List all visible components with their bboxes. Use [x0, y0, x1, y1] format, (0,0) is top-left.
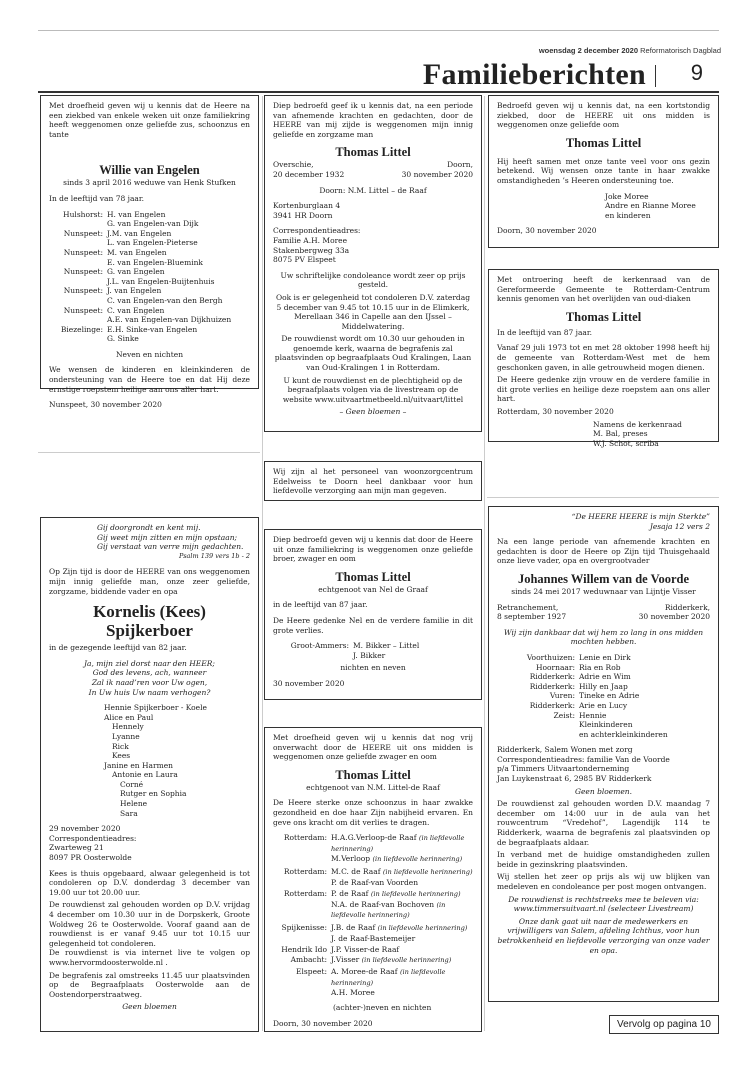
memorial-note: (in liefdevolle herinnering): [370, 890, 461, 899]
family-member: Kees: [112, 751, 131, 761]
member-name: J.P. Visser-de Raaf: [331, 945, 400, 955]
residence-line: Ridderkerk, Salem Wonen met zorg: [497, 745, 633, 755]
family-member: G. Sinke: [107, 334, 139, 344]
family-member: J.L. van Engelen-Buijtenhuis: [107, 276, 215, 286]
family-names: [331, 967, 473, 998]
bible-reference: Jesaja 12 vers 2: [649, 521, 710, 531]
family-member: [331, 900, 473, 921]
family-member: [331, 945, 473, 955]
family-names: [331, 923, 473, 943]
circumstances-text: In verband met de huidige omstandigheden zullen beide in gezinskring plaatsvinden.: [497, 850, 710, 869]
family-place: Vuren:: [549, 691, 575, 701]
family-member: en achterkleinkinderen: [579, 729, 668, 739]
deceased-name: Willie van Engelen: [99, 163, 200, 178]
family-names: [579, 711, 710, 721]
correspondence-line: p/a Timmers Uitvaartonderneming: [497, 764, 630, 774]
family-place: Ridderkerk:: [529, 700, 575, 710]
family-member: [331, 867, 473, 878]
family-member: E. van Engelen-Bluemink: [107, 257, 203, 267]
address-line: Kortenburglaan 4: [273, 201, 341, 211]
notice-intro: Diep bedroefd geven wij u kennis dat door de Heere uit onze familiekring is weggenomen onze geliefde broer, zwager en oom: [273, 535, 473, 564]
deceased-name: Thomas Littel: [565, 309, 642, 324]
family-place: Nunspeet:: [63, 247, 103, 257]
family-place: [497, 720, 579, 739]
no-flowers: Geen bloemen.: [574, 786, 632, 796]
service-info: De rouwdienst wordt om 10.30 uur gehouden in genoemde kerk, waarna de begrafenis zal plaatsvinden op begraafplaats Oud Kralingen, Laan van Oud-Kralingen 1 in Rotterdam.: [274, 334, 472, 373]
family-member: [331, 988, 473, 998]
family-group: [497, 663, 710, 673]
family-names: [579, 691, 710, 701]
family-member: Sara: [120, 808, 138, 818]
issue-date: woensdag 2 december 2020: [538, 46, 639, 55]
member-name: P. de Raaf-van Voorden: [331, 877, 419, 887]
family-member: Rick: [112, 741, 129, 751]
notice-thomas-littel-sister: [264, 529, 482, 700]
member-name: J. de Raaf-Bastemeijer: [331, 933, 416, 943]
family-place: Biezelinge:: [60, 324, 103, 334]
psalm-line: Gij verstaat van verre mijn gedachten.: [97, 542, 244, 552]
title-divider: [655, 65, 656, 87]
signatory: M. Bal, preses: [593, 429, 648, 439]
family-member: J. van Engelen: [107, 286, 162, 296]
family-names: [107, 325, 250, 344]
family-list: [49, 210, 250, 344]
service-text: Vanaf 29 juli 1973 tot en met 28 oktober 1998 heeft hij de gemeente van Rotterdam-West met de hem geschonken gaven, in alle getrouwheid mogen dienen.: [497, 343, 710, 372]
family-list: [497, 653, 710, 739]
family-place: Rotterdam:: [283, 866, 327, 876]
top-rule: [38, 30, 719, 31]
birth-death-dates: [273, 160, 473, 179]
row-divider: [487, 497, 719, 498]
family-names: [107, 286, 250, 305]
notice-subtitle: echtgenoot van N.M. Littel-de Raaf: [306, 782, 440, 792]
notice-date: 30 november 2020: [273, 678, 345, 688]
family-list: [273, 833, 473, 998]
birth-place: Retranchement,: [497, 602, 559, 612]
family-member: [331, 854, 473, 865]
psalm-reference: Psalm 139 vers 1b - 2: [179, 551, 250, 560]
family-place: Nunspeet:: [63, 228, 103, 238]
family-place: Rotterdam:: [283, 889, 327, 899]
family-member: Hennie: [579, 710, 607, 720]
family-names: [579, 720, 710, 739]
family-member: A.E. van Engelen-van Dijkhuizen: [107, 315, 232, 325]
member-name: M.Verloop: [331, 854, 371, 864]
family-names: [579, 701, 710, 711]
member-name: P. de Raaf: [331, 889, 369, 899]
member-name: N.A. de Raaf-van Bochoven: [331, 899, 435, 909]
psalm-quote: [49, 523, 250, 552]
notice-intro: Op Zijn tijd is door de HEERE van ons weggenomen mijn innig geliefde man, onze zeer geliefde, zorgzame, biddende vader en opa: [49, 567, 250, 596]
row-divider: [38, 452, 260, 453]
place-date: Doorn, 30 november 2020: [497, 226, 597, 236]
family-group: [497, 682, 710, 692]
family-names: [107, 267, 250, 286]
deceased-name: Thomas Littel: [565, 135, 642, 150]
birth-date: 20 december 1932: [273, 169, 345, 179]
family-member: Lenie en Dirk: [579, 652, 631, 662]
family-place: Nunspeet:: [63, 305, 103, 315]
family-member: Lyanne: [112, 731, 140, 741]
thanks-text: Onze dank gaat uit naar de medewerkers en vrijwilligers van Salem, afdeling Ichthus, voor hun betrokkenheid en liefdevolle verzorging van onze vader en opa.: [497, 916, 710, 955]
burial-info: De begrafenis zal omstreeks 11.45 uur plaatsvinden op de Begraafplaats Oosterwolde aan de Oostendorperstraatweg.: [49, 970, 250, 999]
family-member: Arie en Lucy: [579, 700, 628, 710]
family-group: [497, 653, 710, 663]
age-line: in de leeftijd van 87 jaar.: [273, 600, 368, 610]
family-group: [49, 210, 250, 229]
family-member: [331, 878, 473, 888]
family-group: [273, 967, 473, 998]
family-group: [497, 711, 710, 721]
family-member: E.H. Sinke-van Engelen: [107, 324, 198, 334]
family-names: [107, 210, 250, 229]
family-place: Groot-Ammers:: [290, 641, 349, 651]
family-member: Tineke en Adrie: [579, 691, 640, 701]
nephews-line: nichten en neven: [340, 663, 406, 673]
verse-line: In Uw huis Uw naam verhogen?: [88, 687, 211, 697]
family-member: [331, 934, 473, 944]
correspondence-line: 8097 PR Oosterwolde: [49, 853, 132, 863]
family-member: C. van Engelen: [107, 305, 165, 315]
family-group: [497, 672, 710, 682]
memorial-note: (in liefdevolle herinnering): [331, 834, 465, 853]
family-member: G. van Engelen: [107, 267, 165, 277]
psalm-line: Gij doorgrondt en kent mij.: [97, 523, 201, 532]
address-line: 3941 HR Doorn: [273, 210, 333, 220]
deceased-name: Thomas Littel: [335, 145, 411, 160]
no-flowers: – Geen bloemen –: [339, 407, 407, 417]
notice-thomas-littel-wife: [264, 95, 482, 432]
notice-subtitle: sinds 3 april 2016 weduwe van Henk Stufken: [63, 178, 236, 188]
family-member: Rutger en Sophia: [120, 789, 187, 799]
no-flowers: Geen bloemen: [122, 1002, 177, 1012]
memorial-note: (in liefdevolle herinnering): [372, 855, 463, 864]
family-group: [49, 306, 250, 325]
verse-line: God des levens, ach, wanneer: [92, 668, 207, 678]
family-member: C. van Engelen-van den Bergh: [107, 295, 223, 305]
notice-intro: Met droefheid geven wij u kennis dat nog vrij onverwacht door de HEERE uit ons midden is weggenomen onze geliefde zwager en oom: [273, 733, 473, 762]
age-line: In de leeftijd van 78 jaar.: [49, 193, 145, 203]
member-name: H.A.G.Verloop-de Raaf: [331, 833, 417, 843]
livestream-info: De rouwdienst is rechtstreeks mee te beleven via: www.timmersuitvaart.nl (selecteer Livestream): [508, 894, 699, 914]
member-name: J.B. de Raaf: [331, 922, 376, 932]
family-member: Corné: [120, 779, 144, 789]
notice-johannes-van-de-voorde: [488, 506, 719, 1002]
family-group: [273, 923, 473, 943]
death-place: Doorn,: [447, 160, 473, 170]
service-info: De rouwdienst zal gehouden worden op D.V. vrijdag 4 december om 10.30 uur in de Dorpskerk, Groote Woldweg 26 te Oosterwolde. Vooraf gaand aan de rouwdienst is er vanaf 9.45 uur tot 10.15 uur gelegenheid tot condoleren.: [49, 900, 250, 948]
thanks-text: Wij zijn al het personeel van woonzorgcentrum Edelweiss te Doorn heel dankbaar voor hun liefdevolle verzorging aan mijn man gegeven.: [273, 467, 473, 496]
family-group: [49, 267, 250, 286]
family-group: [49, 286, 250, 305]
death-date: 30 november 2020: [401, 169, 473, 179]
condolence-text: Wij stellen het zeer op prijs als wij uw blijken van medeleven en condoleance per post mogen ontvangen.: [497, 872, 710, 891]
memorial-note: (in liefdevolle herinnering): [331, 900, 446, 920]
memorial-note: (in liefdevolle herinnering): [377, 923, 468, 932]
correspondence-line: Jan Luykenstraat 6, 2985 BV Ridderkerk: [497, 774, 652, 784]
correspondence-line: Stakenbergweg 33a: [273, 245, 350, 255]
memorial-note: (in liefdevolle herinnering): [361, 955, 452, 964]
correspondence-line: Zwarteweg 21: [49, 843, 104, 853]
signatory: Namens de kerkenraad: [593, 419, 682, 429]
family-group: [273, 945, 473, 965]
signatory: Andre en Rianne Moree: [605, 201, 696, 211]
family-member: J.M. van Engelen: [107, 228, 172, 238]
family-place: Nunspeet:: [63, 267, 103, 277]
notice-text: Hij heeft samen met onze tante veel voor ons gezin betekend. Wij wensen onze tante in haar zwakke omstandigheden ’s Heeren ondersteuning toe.: [497, 156, 710, 185]
dateline: [539, 46, 721, 55]
bible-quote: “De HEERE HEERE is mijn Sterkte”: [571, 512, 710, 521]
notice-subtitle: echtgenoot van Nel de Graaf: [318, 584, 428, 594]
family-names: [579, 663, 710, 673]
deceased-name: Kornelis (Kees): [93, 602, 206, 622]
signed-by: Doorn: N.M. Littel – de Raaf: [319, 185, 427, 195]
member-name: J.Visser: [331, 954, 360, 964]
family-member: Hilly en Jaap: [579, 681, 628, 691]
family-names: [107, 248, 250, 267]
correspondence-label: Correspondentieadres:: [49, 833, 137, 843]
family-member: Hennie Spijkerboer - Koele: [104, 703, 207, 713]
family-group: [497, 720, 710, 739]
family-place: Hulshorst:: [63, 209, 103, 219]
family-place: Rotterdam:: [283, 833, 327, 843]
livestream-info: De rouwdienst is via internet live te volgen op www.hervormdoosterwolde.nl .: [49, 948, 250, 967]
family-group: [273, 641, 473, 660]
family-group: [273, 889, 473, 921]
birth-date: 8 september 1927: [497, 612, 567, 622]
hymn-verse: [49, 659, 250, 697]
family-member: [331, 889, 473, 900]
family-member: J. Bikker: [353, 650, 386, 660]
notice-text: De Heere gedenke zijn vrouw en de verdere familie in dit grote verlies en heilige deze roepstem aan ons aller hart.: [497, 375, 710, 404]
family-place: Ridderkerk:: [529, 672, 575, 682]
family-names: [107, 229, 250, 248]
notice-intro: Na een lange periode van afnemende krachten en gedachten is door de Heere op Zijn tijd Thuisgehaald onze lieve vader, opa en overgrootvader: [497, 537, 710, 566]
deceased-surname: Spijkerboer: [106, 621, 193, 641]
member-name: A.H. Moree: [331, 988, 375, 998]
memorial-note: (in liefdevolle herinnering): [331, 968, 446, 987]
notice-intro: Bedroefd geven wij u kennis dat, na een kortstondig ziekbed, door de HEERE uit ons midden is weggenomen onze geliefde oom: [497, 101, 710, 130]
deceased-name: Thomas Littel: [335, 767, 411, 782]
death-date: 30 november 2020: [638, 612, 710, 622]
family-names: [331, 833, 473, 865]
family-place: Zeist:: [553, 710, 575, 720]
signatory: W.J. Schot, scriba: [593, 438, 659, 448]
family-names: [579, 653, 710, 663]
notice-thomas-littel-in-laws: [264, 727, 482, 1032]
notice-thomas-littel-church: [488, 269, 719, 448]
psalm-line: Gij weet mijn zitten en mijn opstaan;: [97, 532, 238, 542]
family-member: [331, 955, 473, 966]
family-member: Kleinkinderen: [579, 720, 633, 730]
member-name: M.C. de Raaf: [331, 866, 381, 876]
family-place: Hoornaar:: [535, 662, 575, 672]
correspondence-line: Familie A.H. Moree: [273, 235, 348, 245]
family-member: Hennely: [112, 722, 144, 732]
family-member: [331, 833, 473, 854]
gratitude-text: Wij zijn dankbaar dat wij hem zo lang in ons midden mochten hebben.: [503, 627, 704, 647]
notice-subtitle: sinds 24 mei 2017 weduwnaar van Lijntje Visser: [511, 586, 696, 596]
family-member: L. van Engelen-Pieterse: [107, 238, 198, 248]
service-info: De rouwdienst zal gehouden worden D.V. maandag 7 december om 14:00 uur in de aula van het rouwcentrum “Vredehof”, Lagendijk 114 te Ridderkerk, waarna de begrafenis zal plaatsvinden op de begraafplaats aldaar.: [497, 799, 710, 847]
memorial-note: (in liefdevolle herinnering): [382, 867, 473, 876]
newspaper-name: Reformatorisch Dagblad: [640, 46, 721, 55]
family-group: [49, 325, 250, 344]
livestream-info: U kunt de rouwdienst en de plechtigheid op de begraafplaats volgen via de livestream op de website www.uitvaartmetbeeld.nl/uitvaart/littel: [282, 375, 464, 404]
family-names: [331, 867, 473, 887]
verse-line: Zal ik naad’ren voor Uw ogen,: [91, 677, 208, 687]
signatories: [497, 420, 710, 449]
birth-death-dates: [497, 603, 710, 622]
family-names: [579, 672, 710, 682]
condolence-info: Ook is er gelegenheid tot condoleren D.V. zaterdag 5 december van 9.45 tot 10.15 uur in de Elimkerk, Merellaan 346 in Capelle aan den IJssel – Middelwatering.: [275, 292, 471, 331]
verse-line: Ja, mijn ziel dorst naar den HEER;: [84, 658, 215, 668]
notice-staff-thanks: [264, 461, 482, 501]
signatory: en kinderen: [605, 210, 651, 220]
family-member: M. van Engelen: [107, 247, 167, 257]
family-member: G. van Engelen-van Dijk: [107, 219, 199, 229]
notice-text: De Heere gedenke Nel en de verdere familie in dit grote verlies.: [273, 615, 473, 635]
notice-kornelis-spijkerboer: [40, 517, 259, 1032]
header-rule: [38, 91, 719, 93]
family-member: Adrie en Wim: [579, 672, 631, 682]
nephews-line: (achter-)neven en nichten: [333, 1003, 432, 1013]
family-member: Helene: [120, 799, 148, 809]
notice-text: De Heere sterke onze schoonzus in haar zwakke gezondheid en doe haar Zijn nabijheid ervaren. En geve ons kracht om dit verlies te dragen.: [273, 798, 473, 827]
family-names: [107, 306, 250, 325]
deceased-name: Johannes Willem van de Voorde: [517, 571, 690, 586]
family-group: [273, 867, 473, 887]
family-names: [331, 889, 473, 921]
condolence-info: Kees is thuis opgebaard, alwaar gelegenheid is tot condoleren op D.V. donderdag 3 december van 19.00 uur tot 20.00 uur.: [49, 868, 250, 897]
notice-willie-van-engelen: [40, 95, 259, 410]
family-place: Hendrik Ido Ambacht:: [281, 945, 327, 964]
column-divider: [484, 96, 485, 1031]
notice-intro: Diep bedroefd geef ik u kennis dat, na een periode van afnemende krachten en gedachten, door de HEERE van mij zijde is weggenomen mijn innig geliefde en zorgzame man: [273, 101, 473, 139]
notice-intro: Met ontroering heeft de kerkenraad van de Gereformeerde Gemeente te Rotterdam-Centrum kennis genomen van het overlijden van oud-diaken: [497, 275, 710, 304]
closing-text: We wensen de kinderen en kleinkinderen de ondersteuning van de Heere toe en dat Hij deze ernstige roepstem heilige aan ons aller hart.: [49, 365, 250, 394]
correspondence-line: Correspondentieadres: familie Van de Voorde: [497, 754, 670, 764]
continued-on-page[interactable]: Vervolg op pagina 10: [609, 1015, 719, 1034]
place-date: Rotterdam, 30 november 2020: [497, 406, 614, 416]
family-place: Ridderkerk:: [529, 681, 575, 691]
family-group: [49, 248, 250, 267]
death-place: Ridderkerk,: [664, 602, 710, 612]
family-place: Elspeet:: [296, 967, 327, 977]
family-member: Janine en Harmen: [104, 760, 173, 770]
family-group: [273, 833, 473, 865]
notice-date: 29 november 2020: [49, 824, 121, 834]
family-list: [49, 703, 250, 818]
correspondence-line: 8075 PV Elspeet: [273, 255, 336, 265]
family-place: Nunspeet:: [63, 286, 103, 296]
family-names: [331, 945, 473, 965]
page-title: Familieberichten: [422, 58, 646, 91]
family-names: [579, 682, 710, 692]
family-member: Alice en Paul: [104, 712, 154, 722]
family-member: Ria en Rob: [579, 662, 621, 672]
page-header: [38, 58, 719, 94]
notice-thomas-littel-nephews: [488, 95, 719, 248]
correspondence-label: Correspondentieadres:: [273, 226, 361, 236]
family-group: [497, 701, 710, 711]
family-group: [49, 229, 250, 248]
signatories: [497, 192, 710, 221]
family-member: H. van Engelen: [107, 209, 166, 219]
family-member: [331, 967, 473, 988]
age-line: In de leeftijd van 87 jaar.: [497, 327, 593, 337]
birth-place: Overschie,: [273, 160, 314, 170]
notice-intro: Met droefheid geven wij u kennis dat de Heere na een ziekbed van enkele weken uit onze familiekring heeft weggenomen onze geliefde zus, schoonzus en tante: [49, 101, 250, 139]
member-name: A. Moree-de Raaf: [331, 967, 398, 977]
signatory: Joke Moree: [605, 191, 649, 201]
family-place: Voorthuizen:: [526, 652, 575, 662]
page-number: 9: [690, 60, 703, 85]
family-member: [331, 923, 473, 934]
place-date: Nunspeet, 30 november 2020: [49, 400, 162, 410]
family-place: Spijkenisse:: [281, 922, 327, 932]
column-divider: [262, 96, 263, 1031]
family-member: Antonie en Laura: [112, 770, 178, 780]
nephews-line: Neven en nichten: [115, 349, 184, 359]
place-date: Doorn, 30 november 2020: [273, 1018, 373, 1028]
family-group: [497, 691, 710, 701]
age-line: in de gezegende leeftijd van 82 jaar.: [49, 643, 187, 653]
condolence-text: Uw schriftelijke condoleance wordt zeer op prijs gesteld.: [280, 270, 466, 290]
deceased-name: Thomas Littel: [335, 569, 411, 584]
family-member: M. Bikker – Littel: [353, 641, 420, 651]
